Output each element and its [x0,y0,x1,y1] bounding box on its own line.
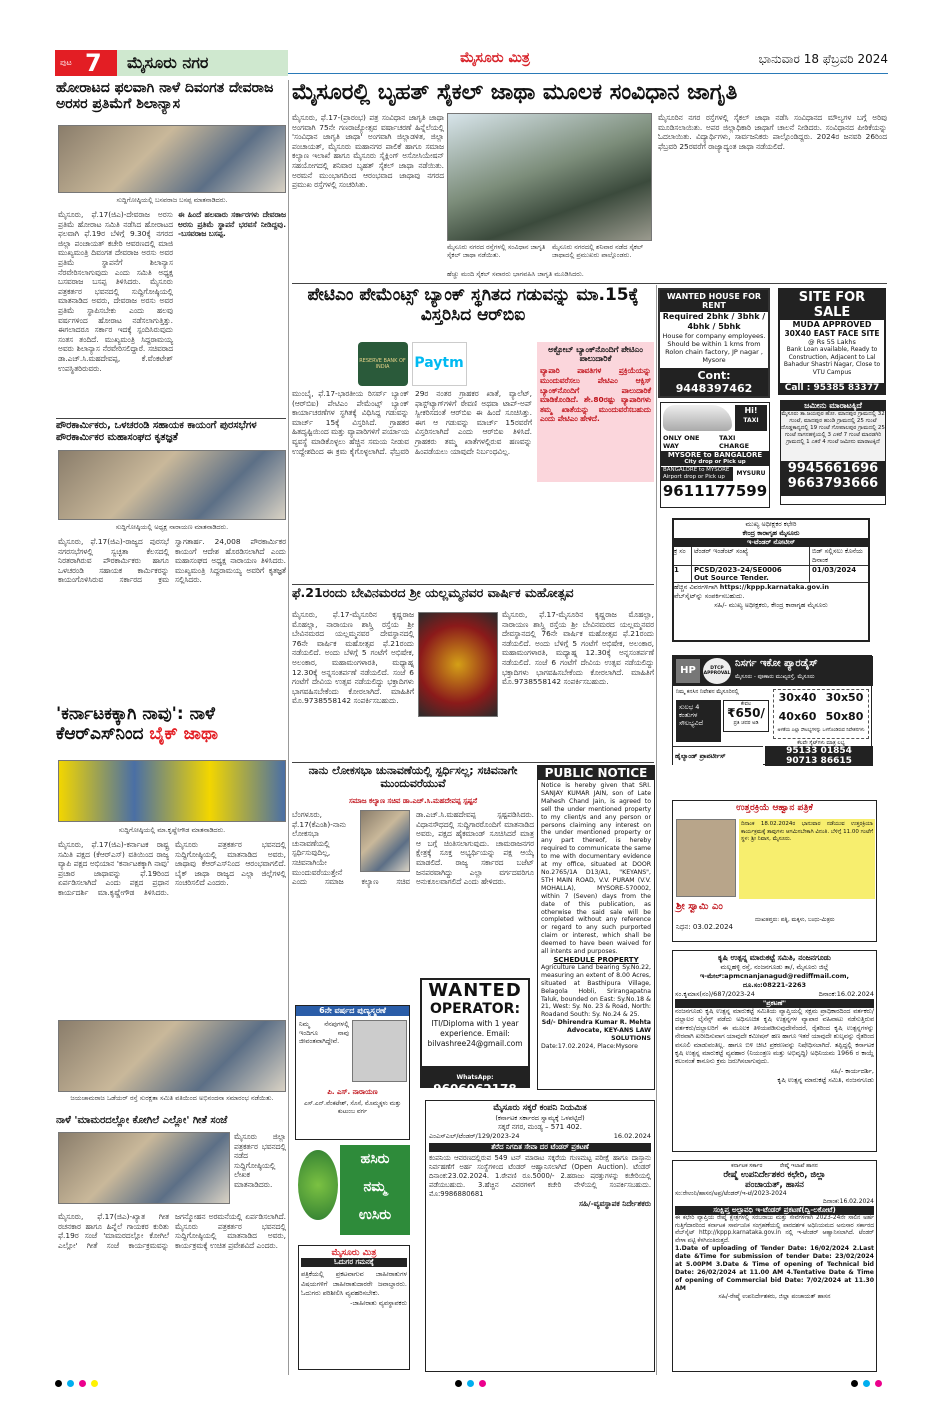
green-word: ನಮ್ಮ [363,1179,387,1195]
box-text: ವ್ಯಾಪಾರಿ ಪಾವತಿಗಳ ಪ್ರಕ್ರಿಯೆಯನ್ನು ಮುಂದುವರೆಸಲು ಪೇಟಿಎಂ ಆಕ್ಸಿಸ್ ಬ್ಯಾಂಕ್‌ನೊಂದಿಗೆ ಪಾಲುದಾರಿಕೆ ಮಾಡಿಕೊಂಡಿದೆ. ಶೇ.80ರಷ್ಟು ವ್ಯಾಪಾರಿಗಳು ತಮ್ಮ ಖಾತೆಯನ್ನು ಮುಂದುವರೆಸಬಹುದು ಎಂದು ಪೇಟಿಎಂ ಹೇಳಿದೆ. [540,366,651,424]
apmc-notice [672,950,877,1152]
taxi-phone: 9611177599 [662,482,768,500]
notice-body: Notice is hereby given that SRI. SANJAY KUMAR JAIN, son of Late Mahesh Chand Jain, is agreed to sell the under mentioned property to my client/s and any person or persons claiming any interest on the under mentioned property or any part thereof, is hereby required to communicate the same to me with documentary evidence at my office, situated at DOOR No.2765/1A D13/A1, "KEYANS", 5TH MAIN ROAD, V.V. PURAM (V.V. MOHALLA), MYSORE-570002, within 7 (Seven) days from the date of this publication, as otherwise the said sale will be completed without any reference or regard to any such purported claim or interest, which shall be deemed to have been waived for all intents and purposes. [541,782,651,956]
box-title: ಅಕ್ಟೋಬ್ ಬ್ಯಾಂಕ್‌ನೊಂದಿಗೆ ಪೇಟಿಎಂ ಪಾಲುದಾರಿಕೆ [548,345,643,364]
prison-office: ಮುಖ್ಯ ಅಧೀಕ್ಷಕರ ಕಛೇರಿ [745,520,797,528]
column-rule [656,285,657,1375]
divider [56,418,286,419]
apmc-body: ನಂಜನಗೂಡು ಕೃಷಿ ಉತ್ಪನ್ನ ಮಾರುಕಟ್ಟೆ ಸಮಿತಿಯ ವ್ಯಾಪ್ತಿಯಲ್ಲಿ ಸಕ್ಷಮ ಪ್ರಾಧಿಕಾರದಿಂದ ವರ್ತಕರು/ದಲ್ಲಾಲರ ಲೈಸೆನ್ಸ್ ಪಡೆದು ಅಧಿಸೂಚಿತ ಕೃಷಿ ಉತ್ಪನ್ನಗಳ ವ್ಯಾಪಾರ ವಹಿವಾಟು ನಡೆಸುತ್ತಿರುವ ವರ್ತಕರು/ದಲ್ಲಾಲರಿಗೆ ಈ ಮೂಲಕ ತಿಳಿಯಪಡಿಸುವುದೇನೆಂದರೆ, ರೈತರಿಂದ ಕೃಷಿ ಉತ್ಪನ್ನಗಳನ್ನು ನೇರವಾಗಿ ಖರೀದಿಸುವಾಗ ಯಾವುದೇ ಕಮೀಷನ್ ಹಣ ಹಾಗೂ ಇತರೆ ಯಾವುದೇ ಶುಲ್ಕವನ್ನು ರೈತರಿಂದ ವಸೂಲಿ ಮಾಡುವಂತಿಲ್ಲ. ಹಾಗೂ ಬಿಳಿ ಚೀಟಿ ಪ್ರಕರಣವನ್ನು ನಿಷೇಧಿಸಲಾಗಿದೆ. ತಪ್ಪಿದ್ದಲ್ಲಿ ಕರ್ನಾಟಕ ಕೃಷಿ ಉತ್ಪನ್ನ ಮಾರುಕಟ್ಟೆ ವ್ಯವಹಾರ (ನಿಯಂತ್ರಣ ಮತ್ತು ಅಭಿವೃದ್ಧಿ) ಅಧಿನಿಯಮ 1966 ರ ಕಾಯ್ದೆ ಕಲಂನಂತೆ ಕಾನೂನು ಕ್ರಮ ಜರುಗಿಸಲಾಗುವುದು. [675,1008,874,1066]
article-body: ಮೈಸೂರು, ಫೆ.17(ಜಿಎ)-ದೇವರಾಜ ಅರಸು ಪ್ರತಿಮೆ ಹೋರಾಟ ಸಮಿತಿ ನಡೆಸಿದ ಹೋರಾಟದ ಫಲವಾಗಿ ಫೆ.19ರ ಬೆಳಿಗ್ಗೆ 9.30ಕ್ಕೆ ನಗರದ ಜಿಲ್ಲಾ ಪಂಚಾಯತ್ ಕಚೇರಿ ಆವರಣದಲ್ಲಿ ಮಾಜಿ ಮುಖ್ಯಮಂತ್ರಿ ದಿವಂಗತ ದೇವರಾಜ ಅರಸು ಅವರ ಪ್ರತಿಮೆ ಸ್ಥಾಪನೆಗೆ ಶಿಲಾನ್ಯಾಸ ನೆರವೇರಿಸಲಾಗುವುದು ಎಂದು ಸಮಿತಿ ಅಧ್ಯಕ್ಷ ಬಸವರಾಜ ಬಸಪ್ಪ ತಿಳಿಸಿದರು. ಮೈಸೂರು ಪತ್ರಕರ್ತರ ಭವನದಲ್ಲಿ ಸುದ್ದಿಗೋಷ್ಠಿಯಲ್ಲಿ ಮಾತನಾಡಿದ ಅವರು, ದೇವರಾಜ ಅರಸು ಅವರ ಪ್ರತಿಮೆ ಸ್ಥಾಪಿಸಬೇಕು ಎಂದು ಹಲವು ವರ್ಷಗಳಿಂದ ಹೋರಾಟ ನಡೆಸಲಾಗುತ್ತಿತ್ತು. ಈಗಲಾದರೂ ಸರ್ಕಾರ ಇದಕ್ಕೆ ಸ್ಪಂದಿಸಿರುವುದು ಸಂತಸ ತಂದಿದೆ. ಮುಖ್ಯಮಂತ್ರಿ ಸಿದ್ದರಾಮಯ್ಯ ಅವರು ಶಿಲಾನ್ಯಾಸ ನೆರವೇರಿಸಲಿದ್ದಾರೆ. ಸಚಿವರಾದ ಡಾ.ಎಚ್.ಸಿ.ಮಹದೇವಪ್ಪ, ಕೆ.ವೆಂಕಟೇಶ್ ಉಪಸ್ಥಿತರಿರುವರು. [58,210,173,373]
phone: 90713 86615 [786,756,852,766]
taxi-ad [660,402,770,508]
rbi-logo: RESERVE BANK OF INDIA [358,342,408,386]
sugar-company-tender [425,1100,655,1372]
article-body: ಬೆಂಗಳೂರು, ಫೆ.17(ಕೆಎಂಶಿ)-ನಾನು ಲೋಕಸಭಾ ಚುನಾವಣೆಯಲ್ಲಿ ಸ್ಪರ್ಧಿಸುವುದಿಲ್ಲ, ಸಚಿವನಾಗಿಯೇ ಮುಂದುವರೆಯುತ್ತೇನೆ ಎಂದು ಸಮಾಜ ಕಲ್ಯಾಣ ಸಚಿವ ಡಾ.ಎಚ್.ಸಿ.ಮಹದೇವಪ್ಪ ಸ್ಪಷ್ಟಪಡಿಸಿದರು. ವಿಧಾನಸೌಧದಲ್ಲಿ ಸುದ್ದಿಗಾರರೊಂದಿಗೆ ಮಾತನಾಡಿದ ಅವರು, ಪಕ್ಷದ ಹೈಕಮಾಂಡ್ ಸೂಚಿಸಿದರೆ ಮಾತ್ರ ಆ ಬಗ್ಗೆ ಚಿಂತಿಸಲಾಗುವುದು. ಚಾಮರಾಜನಗರ ಕ್ಷೇತ್ರಕ್ಕೆ ಸೂಕ್ತ ಅಭ್ಯರ್ಥಿಯನ್ನು ಪಕ್ಷ ಆಯ್ಕೆ ಮಾಡಲಿದೆ. ರಾಜ್ಯ ಸರ್ಕಾರದ ಬಜೆಟ್ ಜನಪರವಾಗಿದ್ದು ಎಲ್ಲಾ ವರ್ಗದವರಿಗೂ ಅನುಕೂಲವಾಗಲಿದೆ ಎಂದು ಹೇಳಿದರು. [292,810,534,887]
tender-address: ಸಕ್ಕರೆ ನಗರ, ಮಂಡ್ಯ – 571 402. [498,1122,582,1131]
died-label: ನಿಧನ: [676,923,691,931]
loksabha-subhead: ಸಮಾಜ ಕಲ್ಯಾಣ ಸಚಿವ ಡಾ.ಎಚ್.ಸಿ.ಮಹದೇವಪ್ಪ ಸ್ಪಷ್ಟನೆ [348,797,477,805]
photo-caption: ಹೆಚ್ಚು ಮಂದಿ ಸೈಕಲ್ ಸವಾರರು ಭಾಗವಹಿಸಿ ಜಾಗೃತಿ ಮೂಡಿಸಿದರು. [447,270,584,278]
cell: 1 [674,566,692,582]
site-line: MUDA APPROVED [792,320,872,329]
yellamma-deity-photo [418,612,498,717]
registration-dot [467,1380,474,1387]
site-price: @ Rs 55 Lakhs [808,338,856,346]
obituary-ad [295,1005,410,1140]
col-header: ಟೆಂಡರ್ ಇಂಡೆಂಟ್ ಸಂಖ್ಯೆ [692,547,810,565]
headline-paytm: ಪೇಟಿಎಂ ಪೇಮೆಂಟ್ಸ್ ಬ್ಯಾಂಕ್ ಸ್ಥಗಿತದ ಗಡುವನ್ನು ಮಾ.15ಕ್ಕೆ ವಿಸ್ತರಿಸಿದ ಆರ್‌ಬಿಐ [307,285,639,325]
registration-dot [455,1380,462,1387]
col-header: ಬಿಡ್ ಸಲ್ಲಿಸಲು ಕೊನೆಯ ದಿನಾಂಕ [812,547,863,564]
silk-bar: ಸಂಕ್ಷಿಪ್ತ ಅಲ್ಪಾವಧಿ ಇ-ಟೆಂಡರ್ ಪ್ರಕಟಣೆ(ದ್ವಿ-ಲಕೋಟೆ) [675,1206,874,1215]
deceased-name: ಶ್ರೀ ಸ್ವಾಮಿ ಎಂ [676,901,723,912]
obit-title: 6ನೇ ವರ್ಷದ ಪುಣ್ಯಸ್ಮರಣೆ [296,1006,409,1016]
price: ₹650/ [727,706,765,720]
rent-phone: Cont: 9448397462 [660,368,768,396]
article-body: ಮೈಸೂರು, ಫೆ.17-ಮೈಸೂರಿನ ಕೃಷ್ಣರಾಜ ಮೊಹಲ್ಲಾ, ನಾರಾಯಣ ಶಾಸ್ತ್ರಿ ರಸ್ತೆಯ ಶ್ರೀ ಬೇವಿನಮರದ ಯಲ್ಲಮ್ಮನವರ ದೇವಸ್ಥಾನದಲ್ಲಿ 76ನೇ ವಾರ್ಷಿಕ ಮಹೋತ್ಸವ ಫೆ.21ರಂದು ನಡೆಯಲಿದೆ. ಅಂದು ಬೆಳಿಗ್ಗೆ 5 ಗಂಟೆಗೆ ಅಭಿಷೇಕ, ಅಲಂಕಾರ, ಮಹಾಮಂಗಳಾರತಿ, ಮಧ್ಯಾಹ್ನ 12.30ಕ್ಕೆ ಅನ್ನಸಂತರ್ಪಣೆ ನಡೆಯಲಿದೆ. ಸಂಜೆ 6 ಗಂಟೆಗೆ ದೇವಿಯ ಉತ್ಸವ ನಡೆಯಲಿದ್ದು ಭಕ್ತಾದಿಗಳು ಭಾಗವಹಿಸಬೇಕೆಂದು ಕೋರಲಾಗಿದೆ. ಮಾಹಿತಿಗೆ ಮೊ.9738558142 ಸಂಪರ್ಕಿಸಬಹುದು. [292,610,414,706]
mahadevappa-photo [360,810,410,872]
photo-side-text: ಮೈಸೂರು ಜಿಲ್ಲಾ ಪತ್ರಕರ್ತರ ಭವನದಲ್ಲಿ ನಡೆದ ಸುದ್ದಿಗೋಷ್ಠಿಯಲ್ಲಿ ಲೇಖಕ ಮಾತನಾಡಿದರು. [234,1132,286,1189]
col-header: ಕ್ರ ಸಂ [674,547,692,565]
registration-dot [91,1380,98,1387]
silk-dept: ಕರ್ನಾಟಕ ಸರ್ಕಾರ ರೇಷ್ಮೆ ಇಲಾಖೆ ಹಾಸನ [731,1163,818,1169]
pull-quote: ಈ ಹಿಂದೆ ಹಲವಾರು ಸರ್ಕಾರಗಳು ದೇವರಾಜ ಅರಸು ಪ್ರತಿಮೆ ಸ್ಥಾಪನೆ ಭರವಸೆ ನೀಡಿದ್ದವು. -ಬಸವರಾಜ ಬಸಪ್ಪ. [178,210,286,239]
apmc-date: ದಿನಾಂಕ:16.02.2024 [818,990,874,998]
tender-sign: ಸಹಿ/-ವ್ಯವಸ್ಥಾಪಕ ನಿರ್ದೇಶಕರು [579,1198,651,1208]
page-label: ಪುಟ [60,58,72,67]
photo-caption: ಸುದ್ದಿಗೋಷ್ಠಿಯಲ್ಲಿ ಮಾ.ಕೃಷ್ಣೇಗೌಡ ಮಾತನಾಡಿದರು. [118,826,226,834]
registration-dot [79,1380,86,1387]
tender-type: Out Source Tender. [694,574,769,582]
taxi-oneway: ONLY ONE WAY [663,434,700,450]
article-body: ಮೈಸೂರು, ಫೆ.17(ಜಿಎ)-ರಾಜ್ಯದ ಪುರಸಭೆ ನಗರಸಭೆಗಳಲ್ಲಿ ಸ್ವಚ್ಛತಾ ಕೆಲಸದಲ್ಲಿ ನಿರತರಾಗಿರುವ ಪೌರಕಾರ್ಮಿಕರು ಹಾಗೂ ಒಳಚರಂಡಿ ಸಹಾಯಕ ಕಾರ್ಮಿಕರನ್ನು ಕಾಯಂಗೊಳಿಸಿರುವ ಸರ್ಕಾರದ ಕ್ರಮ ಸ್ವಾಗತಾರ್ಹ. 24,008 ಪೌರಕಾರ್ಮಿಕರ ಕಾಯಂಗೆ ಆದೇಶ ಹೊರಡಿಸಲಾಗಿದೆ ಎಂದು ಮಹಾಸಂಘದ ಅಧ್ಯಕ್ಷ ನಾರಾಯಣ ತಿಳಿಸಿದರು. ಮುಖ್ಯಮಂತ್ರಿ ಸಿದ್ದರಾಮಯ್ಯ ಅವರಿಗೆ ಕೃತಜ್ಞತೆ ಸಲ್ಲಿಸಿದರು. [58,537,286,585]
headline-devaraj-urs: ಹೋರಾಟದ ಫಲವಾಗಿ ನಾಳೆ ದಿವಂಗತ ದೇವರಾಜ ಅರಸರ ಪ್ರತಿಮೆಗೆ ಶಿಲಾನ್ಯಾಸ [56,80,274,113]
notice-date: Date:17.02.2024, Place:Mysore [541,1043,638,1050]
pourakarmika-photo [58,450,286,520]
site-title: SITE FOR SALE [780,290,884,320]
wanted-operator-ad [420,978,530,1096]
box-subtitle: ಓದುಗರ ಗಮನಕ್ಕೆ [301,1258,407,1267]
headline-part: 'ಕರ್ನಾಟಕಕ್ಕಾಗಿ ನಾವು': ನಾಳೆ [56,704,215,724]
taxi-route: BANGALORE to MYSORE [663,467,730,473]
site-for-sale-ad [778,288,886,395]
tender-date: 16.02.2024 [613,1131,651,1140]
invite-text: ದಿನಾಂಕ 18.02.2024ರ ಭಾನುವಾರ ನಡೆಯುವ ಉತ್ತರಕ್ರಿಯಾ ಕಾರ್ಯಕ್ರಮಕ್ಕೆ ತಾವುಗಳು ಆಗಮಿಸಬೇಕಾಗಿ ವಿನಂತಿ. ಬೆಳಿಗ್ಗೆ 11.00 ಗಂಟೆಗೆ ಸ್ಥಳ: ಶ್ರೀ ನಿವಾಸ, ಮೈಸೂರು. [739,819,875,899]
tender-url[interactable]: https://kppp.karnataka.gov.in [719,583,829,591]
article-body: ಮೈಸೂರು, ಫೆ.17(ಜಿಎ)-ಖ್ಯಾತ ಗೀತ ರಚನಕಾರ ಹಾಗೂ ಹಿನ್ನೆಲೆ ಗಾಯಕರ ಕುರಿತು ಫೆ.19ರ ಸಂಜೆ 'ಮಾಮರದಲ್ಲೋ ಕೋಗಿಲೆ ಎಲ್ಲೋ' ಗೀತೆ ಸಂಜೆ ಕಾರ್ಯಕ್ರಮವನ್ನು ಜಗನ್ಮೋಹನ ಅರಮನೆಯಲ್ಲಿ ಏರ್ಪಡಿಸಲಾಗಿದೆ. ಮೈಸೂರು ಪತ್ರಕರ್ತರ ಭವನದಲ್ಲಿ ಸುದ್ದಿಗೋಷ್ಠಿಯಲ್ಲಿ ಮಾತನಾಡಿದ ಅವರು, ಕಾರ್ಯಕ್ರಮಕ್ಕೆ ಉಚಿತ ಪ್ರವೇಶವಿದೆ ಎಂದರು. [58,1212,286,1250]
site-line: 30X40 EAST FACE SITE [784,329,880,338]
schedule-body: Agriculture Land bearing Sy.No.22, measuring an extent of 8.00 Acres, situated at Basthipura Village, Belagola Hobli, Srirangapatna Taluk, bounded on East: Sy.No.18 & 21, West: Sy. No. 23 & Road, North: Roadand South: Sy. No.24 & 25. [541,963,651,1019]
apmc-address: ಮಲ್ಲಹಳ್ಳಿ ರಸ್ತೆ, ನಂಜನಗೂಡು ತಾ/, ಮೈಸೂರು ಜಿಲ್ಲೆ [720,963,829,971]
price-unit: ಪ್ರತಿ ಚದರ ಅಡಿ [733,720,759,726]
limited-note: ಕೆಲವೇ ಸೈಟ್‌ಗಳು ಮಾತ್ರ ಲಭ್ಯ [797,740,845,746]
tender-org-sub: (ಕರ್ನಾಟಕ ಸರ್ಕಾರದ ಸ್ವಾಮ್ಯಕ್ಕೆ ಒಳಪಟ್ಟಿದೆ) [495,1113,585,1122]
article-body: ಮೈಸೂರಿನ ನಗರ ರಸ್ತೆಗಳಲ್ಲಿ ಸೈಕಲ್ ಜಾಥಾ ನಡೆಸಿ ಸಂವಿಧಾನದ ಮೌಲ್ಯಗಳ ಬಗ್ಗೆ ಅರಿವು ಮೂಡಿಸಲಾಯಿತು. ಅಪರ ಜಿಲ್ಲಾಧಿಕಾರಿ ಜಾಥಾಗೆ ಚಾಲನೆ ನೀಡಿದರು. ಸಂವಿಧಾನದ ಪೀಠಿಕೆಯನ್ನು ಓದಲಾಯಿತು. ವಿದ್ಯಾರ್ಥಿಗಳು, ಸಾರ್ವಜನಿಕರು ಪಾಲ್ಗೊಂಡಿದ್ದರು. 2024ರ ಜನವರಿ 26ರಿಂದ ಫೆಬ್ರವರಿ 25ರವರೆಗೆ ರಾಜ್ಯಾದ್ಯಂತ ಜಾಥಾ ನಡೆಯಲಿದೆ. [658,113,887,151]
phone: 95133 01854 [786,746,852,756]
rent-requirement: Required 2bhk / 3bhk / 4bhk / 5bhk [662,312,766,331]
divider [292,762,654,763]
sizes-note: ಅಳತೆಯ ಎಲ್ಲಾ ಸೌಲಭ್ಯಗಳನ್ನು ಒಳಗೊಂಡಿರುವ ನಿವೇಶನಗಳು [777,728,865,733]
hp-logo: HP [676,659,700,683]
prison-etender-notice [672,518,870,642]
taxi-label: TAXI [743,417,759,424]
article-body: ಮುಂಬೈ, ಫೆ.17-ಭಾರತೀಯ ರಿಸರ್ವ್ ಬ್ಯಾಂಕ್ (ಆರ್‌ಬಿಐ) ಪೇಟಿಎಂ ಪೇಮೆಂಟ್ಸ್ ಬ್ಯಾಂಕ್ ಕಾರ್ಯಾಚರಣೆಗಳ ಸ್ಥಗಿತಕ್ಕೆ ವಿಧಿಸಿದ್ದ ಗಡುವನ್ನು ಮಾರ್ಚ್ 15ಕ್ಕೆ ವಿಸ್ತರಿಸಿದೆ. ಗ್ರಾಹಕರ ಹಿತದೃಷ್ಟಿಯಿಂದ ಮತ್ತು ವ್ಯಾಪಾರಿಗಳಿಗೆ ಪರ್ಯಾಯ ವ್ಯವಸ್ಥೆ ಮಾಡಿಕೊಳ್ಳಲು ಹೆಚ್ಚಿನ ಸಮಯ ನೀಡುವ ಉದ್ದೇಶದಿಂದ ಈ ಕ್ರಮ ಕೈಗೊಳ್ಳಲಾಗಿದೆ. ಫೆಬ್ರವರಿ 29ರ ನಂತರ ಗ್ರಾಹಕರ ಖಾತೆ, ವ್ಯಾಲೆಟ್, ಫಾಸ್ಟ್‌ಟ್ಯಾಗ್‌ಗಳಿಗೆ ಠೇವಣಿ ಅಥವಾ ಟಾಪ್-ಅಪ್ ಸ್ವೀಕರಿಸದಂತೆ ಆರ್‌ಬಿಐ ಈ ಹಿಂದೆ ಸೂಚಿಸಿತ್ತು. ಈಗ ಆ ಗಡುವನ್ನು ಮಾರ್ಚ್ 15ರವರೆಗೆ ವಿಸ್ತರಿಸಲಾಗಿದೆ ಎಂದು ಆರ್‌ಬಿಐ ತಿಳಿಸಿದೆ. ಗ್ರಾಹಕರು ತಮ್ಮ ಖಾತೆಗಳಲ್ಲಿರುವ ಹಣವನ್ನು ಹಿಂಪಡೆಯಲು ಯಾವುದೇ ನಿರ್ಬಂಧವಿಲ್ಲ. [292,389,532,456]
car-icon [663,405,732,431]
etender-bar: ಇ-ಟೆಂಡರ್ ನೋಟೀಸ್ [674,538,868,547]
wanted-phone: 9606062178 [433,1082,517,1096]
headline-krs-bike-rally [56,705,288,757]
logo-strip [292,342,532,386]
box-sign: -ಜಾಹೀರಾತು ವ್ಯವಸ್ಥಾಪಕರು [350,1298,407,1307]
photo-caption: ಜಯಚಾಮರಾಜ ಒಡೆಯರ್ ರಸ್ತೆ ಸುರಕ್ಷತಾ ಸಮಿತಿ ವತಿಯಿಂದ ಅಭಿನಂದನಾ ಸಮಾರಂಭ ನಡೆಯಿತು. [70,1094,274,1102]
silk-office: ಪಂಚಾಯತ್, ಹಾಸನ [745,1180,804,1190]
apmc-phone: ದೂ.ಸಂ:08221-2263 [742,981,807,989]
silk-body: ಈ ಕಛೇರಿ ವ್ಯಾಪ್ತಿಯ ರೇಷ್ಮೆ ಕ್ಷೇತ್ರಗಳಲ್ಲಿ ಸರಬರಾಜು ಮತ್ತು ಸೇವೆಗಳಿಗಾಗಿ 2023-24ನೇ ಸಾಲಿನ ಅರ್ಹ ಗುತ್ತಿಗೆದಾರರಿಂದ ಕರ್ನಾಟಕ ಸಾರ್ವಜನಿಕ ಸಂಗ್ರಹಣೆಯಲ್ಲಿ ಪಾರದರ್ಶಕ ಅಧಿನಿಯಮದ ಅನುಸಾರ ಸರ್ಕಾರದ ವೆಬ್‌ಸೈಟ್ http://kppp.karnataka.gov.in ನಲ್ಲಿ ಇ-ಟೆಂಡರ್ ಆಹ್ವಾನಿಸಲಾಗಿದೆ. ಟೆಂಡರ್ ವೇಳಾ ಪಟ್ಟಿ ಕೆಳಗಿನಂತಿರುತ್ತದೆ. [675,1215,874,1244]
headline-loksabha: ನಾನು ಲೋಕಸಭಾ ಚುನಾವಣೆಯಲ್ಲಿ ಸ್ಪರ್ಧಿಸಲ್ಲ; ಸಚಿವನಾಗೇ ಮುಂದುವರೆಯುವೆ [308,764,518,790]
silk-office: ರೇಷ್ಮೆ ಉಪನಿರ್ದೇಶಕರ ಕಛೇರಿ, ಜಿಲ್ಲಾ [723,1170,826,1180]
taxi-route-sub: Airport drop or Pick up [663,474,725,480]
article-body: ಮೈಸೂರು, ಫೆ.17-(ಪ್ರಾರಂಭ) ಪತ್ರ ಸಂವಿಧಾನ ಜಾಗೃತಿ ಜಾಥಾ ಅಂಗವಾಗಿ 75ನೇ ಗಣರಾಜ್ಯೋತ್ಸವ ವರ್ಷಾಚರಣೆ ಹಿನ್ನೆಲೆಯಲ್ಲಿ 'ಸಂವಿಧಾನ ಜಾಗೃತಿ ಜಾಥಾ' ಅಂಗವಾಗಿ ಜಿಲ್ಲಾಡಳಿತ, ಜಿಲ್ಲಾ ಪಂಚಾಯತ್, ಮೈಸೂರು ಮಹಾನಗರ ಪಾಲಿಕೆ ಹಾಗೂ ಸಮಾಜ ಕಲ್ಯಾಣ ಇಲಾಖೆ ಹಾಗೂ ಮೈಸೂರು ಸೈಕ್ಲಿಂಗ್ ಅಸೋಸಿಯೇಷನ್ ಸಹಯೋಗದಲ್ಲಿ ಶನಿವಾರ ಬೃಹತ್ ಸೈಕಲ್ ಜಾಥಾ ನಡೆಯಿತು. ಅರಮನೆ ಮುಂಭಾಗದಿಂದ ಆರಂಭವಾದ ಜಾಥಾವು ನಗರದ ಪ್ರಮುಖ ರಸ್ತೆಗಳಲ್ಲಿ ಸಂಚರಿಸಿತು. [292,113,444,190]
readers-notice-box [298,1245,410,1370]
obit-family: ಎಸ್.ಎನ್.ವೆಂಕಟೇಶ್, ಸೊಸೆ, ಮೊಮ್ಮಕ್ಕಳು ಮತ್ತು ಕುಟುಂಬ ವರ್ಗ [304,1100,401,1115]
schedule-title: SCHEDULE PROPERTY [553,955,639,964]
paytm-axis-box [537,342,654,482]
hasiru-nammma-usiru-ad [298,1145,410,1235]
paytm-article [292,342,532,582]
uttarakriye-invitation-ad [672,800,877,942]
krs-photo [58,760,286,822]
obit-name: ಪಿ. ಎಸ್. ನಾರಾಯಣ [327,1088,378,1096]
deceased-photo [676,819,736,897]
more-info: ವೆಬ್‌ಸೈಟ್‌ನ್ನು ಸಂಪರ್ಕಿಸಬಹುದು. [674,592,745,600]
plot-size: 50x80 [825,710,864,723]
silk-schedule: 1.Date of uploading of Tender Date: 16/02/2024 2.Last date &Time for submission of tender Date: 23/02/2024 at 5.00PM 3.Date & Time of opening of Technical bid Date: 26/02/2024 at 11.00 AM 4.Tentative Date & Time of opening of Commercial bid Date: 7/02/2024 at 11.30 AM [675,1245,874,1293]
photo-caption: ಸುದ್ದಿಗೋಷ್ಠಿಯಲ್ಲಿ ಅಧ್ಯಕ್ಷ ನಾರಾಯಣ ಮಾತನಾಡಿದರು. [115,523,229,531]
more-info: ಹೆಚ್ಚಿನ ವಿವರಗಳಿಗಾಗಿ [674,583,718,591]
silk-ref: ಸಂ:ರೇಉನಿ/ಹಾಸನ/ಅಪ್ರ/ಟೆಂಡರ್/ಇ-ಟೆ/2023-2024 [675,1190,787,1197]
press-meet-photo [58,125,286,193]
tender-ref: ಎಂಎಸ್‌ಎಲ್/ಟೆಂಡರ್/129/2023-24 [429,1131,520,1140]
globe-tree-icon [298,1150,338,1220]
apmc-bar: "ಪ್ರಕಟಣೆ" [675,999,874,1008]
prison-name: ಕೇಂದ್ರ ಕಾರಾಗೃಹ ಮೈಸೂರು [742,529,800,537]
column-rule [288,80,289,1375]
geethe-photo [58,1132,230,1204]
photo-caption: ಸುದ್ದಿಗೋಷ್ಠಿಯಲ್ಲಿ ಬಸವರಾಜ ಬಸಪ್ಪ ಮಾತನಾಡಿದರು. [116,196,228,204]
apmc-sign: ಸಹಿ/- ಕಾರ್ಯದರ್ಶಿ, [830,1066,874,1075]
public-notice-ad [537,765,655,1090]
photo-caption: ಮೈಸೂರು ನಗರದ ರಸ್ತೆಗಳಲ್ಲಿ ಸಂವಿಧಾನ ಜಾಗೃತಿ ಸೈಕಲ್ ಜಾಥಾ ನಡೆಯಿತು. [447,243,546,259]
taxi-charge: TAXI CHARGE [718,434,750,450]
silk-date: ದಿನಾಂಕ:16.02.2024 [822,1198,874,1205]
nisarga-eco-paradise-ad [672,655,872,765]
apmc-name: ಕೃಷಿ ಉತ್ಪನ್ನ ಮಾರುಕಟ್ಟೆ ಸಮಿತಿ, ನಂಜನಗೂಡು [718,953,831,962]
invite-title: ಉತ್ತರಕ್ರಿಯೆ ಆಹ್ವಾನ ಪತ್ರಿಕೆ [736,803,813,813]
headline-pourakarmika: ಪೌರಕಾರ್ಮಿಕರು, ಒಳಚರಂಡಿ ಸಹಾಯಕ ಕಾಯಂಗೆ ಪುರಸಭೆಗಳ ಪೌರಕಾರ್ಮಿಕರ ಮಹಾಸಂಘದ ಕೃತಜ್ಞತೆ [56,420,257,443]
headline-geethe-sanje: ನಾಳೆ 'ಮಾಮರದಲ್ಲೋ ಕೋಗಿಲೆ ಎಲ್ಲೋ' ಗೀತೆ ಸಂಜೆ [56,1115,228,1126]
article-body: ಮೈಸೂರು, ಫೆ.17(ಜಿಎ)-ಕರ್ನಾಟಕ ರಾಷ್ಟ್ರ ಸಮಿತಿ ಪಕ್ಷದ (ಕೆಆರ್‌ಎಸ್) ವತಿಯಿಂದ ರಾಜ್ಯ ವ್ಯಾಪಿ ಪಕ್ಷದ ಅಭಿಯಾನ 'ಕರ್ನಾಟಕಕ್ಕಾಗಿ ನಾವು' ಪ್ರಚಾರ ಜಾಥಾವನ್ನು ಫೆ.19ರಿಂದ ಏರ್ಪಡಿಸಲಾಗಿದೆ ಎಂದು ಪಕ್ಷದ ಪ್ರಧಾನ ಕಾರ್ಯದರ್ಶಿ ಮಾ.ಕೃಷ್ಣೇಗೌಡ ತಿಳಿಸಿದರು. ಮೈಸೂರು ಪತ್ರಕರ್ತರ ಭವನದಲ್ಲಿ ಸುದ್ದಿಗೋಷ್ಠಿಯಲ್ಲಿ ಮಾತನಾಡಿದ ಅವರು, ಜಾಥಾವು ಕೆಆರ್‌ಎಸ್‌ನಿಂದ ಆರಂಭವಾಗಲಿದೆ. ಬೈಕ್ ಜಾಥಾ ರಾಜ್ಯದ ಎಲ್ಲಾ ಜಿಲ್ಲೆಗಳಲ್ಲಿ ಸಂಚರಿಸಲಿದೆ ಎಂದರು. [58,840,286,897]
cycle-rally-photo [447,113,652,241]
headline-red-part: ಬೈಕ್ ಜಾಥಾ [149,723,219,744]
plot-size: 30x50 [825,691,864,704]
land-phone: 9945661696 [787,461,879,476]
section-title: ಮೈಸೂರು ನಗರ [117,50,288,76]
taxi-route: MYSORE to BANGALORE [667,451,763,459]
page-number: 7 [85,49,102,77]
dtcp-badge: DTCP APPROVAL [703,658,731,684]
sericulture-etender-notice [672,1160,877,1372]
felicitation-photo [58,1020,286,1092]
loksabha-article [292,810,534,1000]
registration-dot [875,1380,882,1387]
registration-dot [851,1380,858,1387]
wanted-text: ITI/Diploma with 1 year experience. Email: bilvashree24@gmail.com [427,1019,523,1048]
taxi-brand: MYSURU [736,470,766,477]
page-number-badge [55,50,117,76]
divider [292,283,887,284]
registration-dot [67,1380,74,1387]
green-word: ಹಸಿರು [360,1151,390,1167]
wanted-role: OPERATOR: [429,1001,521,1017]
box-body: ಪತ್ರಿಕೆಯಲ್ಲಿ ಪ್ರಕಟವಾಗುವ ಜಾಹೀರಾತುಗಳ ವಿಷಯಗಳಿಗೆ ಜಾಹೀರಾತುದಾರರೇ ಜವಾಬ್ದಾರರು. ಓದುಗರು ಪರಿಶೀಲಿಸಿ ವ್ಯವಹರಿಸಬೇಕು. [301,1270,407,1298]
tender-org: ಮೈಸೂರು ಸಕ್ಕರೆ ಕಂಪನಿ ನಿಯಮಿತ [493,1103,587,1113]
notice-title: PUBLIC NOTICE [538,766,654,780]
site-phone: Call : 95385 83377 [780,383,884,393]
plot-size: 30x40 [778,691,817,704]
whatsapp-label: WhatsApp: [456,1074,494,1081]
site-text: Bank Loan available, Ready to Construction, Adjacent to Lal Bahadur Shastri Nagar, Close to VTU Campus [783,346,881,376]
wanted-title: WANTED [428,980,522,1001]
headline-part: ಕೆಆರ್‌ಎಸ್‌ನಿಂದ [56,723,144,744]
house-rent-ad [658,288,770,398]
taxi-bubble: Hi! [744,406,758,415]
nisarga-tag: ನಿಮ್ಮ ಕನಸಿನ ನಿವೇಶನ ಮೈಸೂರಿನಲ್ಲಿ [676,689,739,695]
registration-dot [863,1380,870,1387]
died-date: 03.02.2024 [692,923,733,931]
brand-name: ಹೈಲ್ಯಾಂಡ್ ಪ್ರಾಪರ್ಟೀಸ್ [673,746,763,766]
green-word: ಉಸಿರು [358,1207,392,1223]
nisarga-title: ನಿಸರ್ಗ ಇಕೋ ಪ್ಯಾರಡೈಸ್ [735,658,818,669]
article-body: ಮೈಸೂರು, ಫೆ.17-ಮೈಸೂರಿನ ಕೃಷ್ಣರಾಜ ಮೊಹಲ್ಲಾ, ನಾರಾಯಣ ಶಾಸ್ತ್ರಿ ರಸ್ತೆಯ ಶ್ರೀ ಬೇವಿನಮರದ ಯಲ್ಲಮ್ಮನವರ ದೇವಸ್ಥಾನದಲ್ಲಿ 76ನೇ ವಾರ್ಷಿಕ ಮಹೋತ್ಸವ ಫೆ.21ರಂದು ನಡೆಯಲಿದೆ. ಅಂದು ಬೆಳಿಗ್ಗೆ 5 ಗಂಟೆಗೆ ಅಭಿಷೇಕ, ಅಲಂಕಾರ, ಮಹಾಮಂಗಳಾರತಿ, ಮಧ್ಯಾಹ್ನ 12.30ಕ್ಕೆ ಅನ್ನಸಂತರ್ಪಣೆ ನಡೆಯಲಿದೆ. ಸಂಜೆ 6 ಗಂಟೆಗೆ ದೇವಿಯ ಉತ್ಸವ ನಡೆಯಲಿದ್ದು ಭಕ್ತಾದಿಗಳು ಭಾಗವಹಿಸಬೇಕೆಂದು ಕೋರಲಾಗಿದೆ. ಮಾಹಿತಿಗೆ ಮೊ.9738558142 ಸಂಪರ್ಕಿಸಬಹುದು. [502,610,654,687]
land-text: ಮೈಸೂರು ತಾ.ಜಯಪುರ ಹೋ. ಮಾದಪುರ ಗ್ರಾಮದಲ್ಲಿ 32 ಗುಂಟೆ, ಮಾದಪುರ ಹುಂಡಿ ಗ್ರಾಮದಲ್ಲಿ 25 ಗುಂಟೆ ದೊಡ್ಡಕಾನ್ಯದಲ್ಲಿ 19 ಗುಂಟೆ ಗೋಪಾಲಪುರ ಗ್ರಾಮದಲ್ಲಿ 25 ಗುಂಟೆ ನಾಗನಹಳ್ಳಿಯಲ್ಲಿ 3 ಎಕರೆ 7 ಗುಂಟೆ ಮಾರಡಗಿರಿ ಗ್ರಾಮದಲ್ಲಿ 1 ಎಕರೆ 4 ಗುಂಟೆ ಜಮೀನು ಮಾರಾಟಕ್ಕಿದೆ [781,411,885,461]
masthead-logo: ಮೈಸೂರು ಮಿತ್ರ [460,50,530,66]
mitra-logo: ಮೈಸೂರು ಮಿತ್ರ [331,1248,377,1258]
tender-body: ಕಂಪನಿಯ ಆವರಣದಲ್ಲಿರುವ 549 ಟನ್ ಮಾರಾಟ ಸಕ್ಕರೆಯ ಗುಣಮಟ್ಟ ಪರೀಕ್ಷೆ ಹಾಗೂ ದಾಸ್ತಾನು ನಿರ್ವಹಣೆಗೆ ಅರ್ಹ ಸಂಸ್ಥೆಗಳಿಂದ ಟೆಂಡರ್ ಆಹ್ವಾನಿಸಲಾಗಿದೆ (Open Auction). ಟೆಂಡರ್ ದಿನಾಂಕ:23.02.2024. 1.ಠೇವಣಿ ರೂ.5000/- 2.ಹರಾಜು ಷರತ್ತುಗಳನ್ನು ಕಚೇರಿಯಲ್ಲಿ ಪಡೆಯಬಹುದು. 3.ಹೆಚ್ಚಿನ ವಿವರಗಳಿಗೆ ಕಚೇರಿ ವೇಳೆಯಲ್ಲಿ ಸಂಪರ್ಕಿಸಬಹುದು. ಮೊ:9986880681 [429,1153,651,1198]
price-label: ಕೇವಲ [740,701,752,707]
issue-date: ಭಾನುವಾರ 18 ಫೆಬ್ರವರಿ 2024 [758,52,888,66]
apmc-ref: ಸಂ.ಕೃಮಾಸ(ನಂ)/687/2023-24 [675,990,755,998]
tender-bar: ತೆರೆದ ನಿಗದಿತ ಸೇವಾ ದರ ಟೆಂಡರ್ ಪ್ರಕಟಣೆ [429,1143,651,1152]
rent-text: House for company employees. Should be within 1 kms from Rolon chain factory, JP nagar , Mysore [662,332,766,364]
prison-sign: ಸಹಿ/- ಮುಖ್ಯ ಅಧೀಕ್ಷಕರು, ಕೇಂದ್ರ ಕಾರಾಗೃಹ ಮೈಸೂರು [714,601,828,609]
paytm-logo: Paytm [412,342,467,386]
obit-text: ನಿಮ್ಮ ನೆನಪುಗಳಲ್ಲಿ ಇಂದಿಗೂ ನಾವು ಜೀವಂತವಾಗಿದ್ದೇವೆ. [299,1020,349,1045]
main-headline: ಮೈಸೂರಲ್ಲಿ ಬೃಹತ್ ಸೈಕಲ್ ಜಾಥಾ ಮೂಲಕ ಸಂವಿಧಾನ ಜಾಗೃತಿ [292,80,738,105]
tender-indent-no: PCSD/2023-24/SE0006 [694,566,782,574]
header-rule [288,73,888,74]
mourners: ದುಃಖತಪ್ತರು: ಪತ್ನಿ, ಮಕ್ಕಳು, ಬಂಧು-ಮಿತ್ರರು [755,917,835,923]
silk-sign: ಸಹಿ/-ರೇಷ್ಮೆ ಉಪನಿರ್ದೇಶಕರು, ಜಿಲ್ಲಾ ಪಂಚಾಯತ್ ಹಾಸನ [718,1293,831,1301]
land-phone: 9663793666 [787,476,879,491]
rent-title: WANTED HOUSE FOR RENT [660,290,768,312]
photo-caption: ಮೈಸೂರು ನಗರದಲ್ಲಿ ಶನಿವಾರ ನಡೆದ ಸೈಕಲ್ ಜಾಥಾದಲ್ಲಿ ಪ್ರಮುಖರು ಪಾಲ್ಗೊಂಡರು. [552,243,644,259]
taxi-route-sub: City drop or Pick up [684,459,746,465]
last-date: 01/03/2024 [812,566,857,574]
emi-label: ಸುಲಭ 4 ಕಂತುಗಳ ಸೌಲಭ್ಯವಿದೆ [676,700,721,742]
registration-dot [55,1380,62,1387]
headline-yellamma: ಫೆ.21ರಂದು ಬೇವಿನಮರದ ಶ್ರೀ ಯಲ್ಲಮ್ಮನವರ ವಾರ್ಷಿಕ ಮಹೋತ್ಸವ [292,585,574,600]
apmc-email[interactable]: ಇ-ಮೇಲ್:apmcnanjanagud@rediffmail.com, [700,972,849,980]
land-for-sale-ad [780,400,886,505]
plot-size: 40x60 [778,710,817,723]
registration-dot [479,1380,486,1387]
apmc-sign: ಕೃಷಿ ಉತ್ಪನ್ನ ಮಾರುಕಟ್ಟೆ ಸಮಿತಿ, ನಂಜನಗೂಡು [777,1075,874,1084]
obit-photo [352,1020,407,1082]
notice-signature: Sd/- Dhirendra Kumar R. Mehta Advocate, KEY-ANS LAW SOLUTIONS [541,1019,651,1043]
land-title: ಜಮೀನು ಮಾರಾಟಕ್ಕಿದೆ [781,401,885,411]
nisarga-sub: ಮೈಸೂರು - ಪೂಣಾರು ಮುಖ್ಯರಸ್ತೆ, ಮೈಸೂರು [735,674,815,680]
